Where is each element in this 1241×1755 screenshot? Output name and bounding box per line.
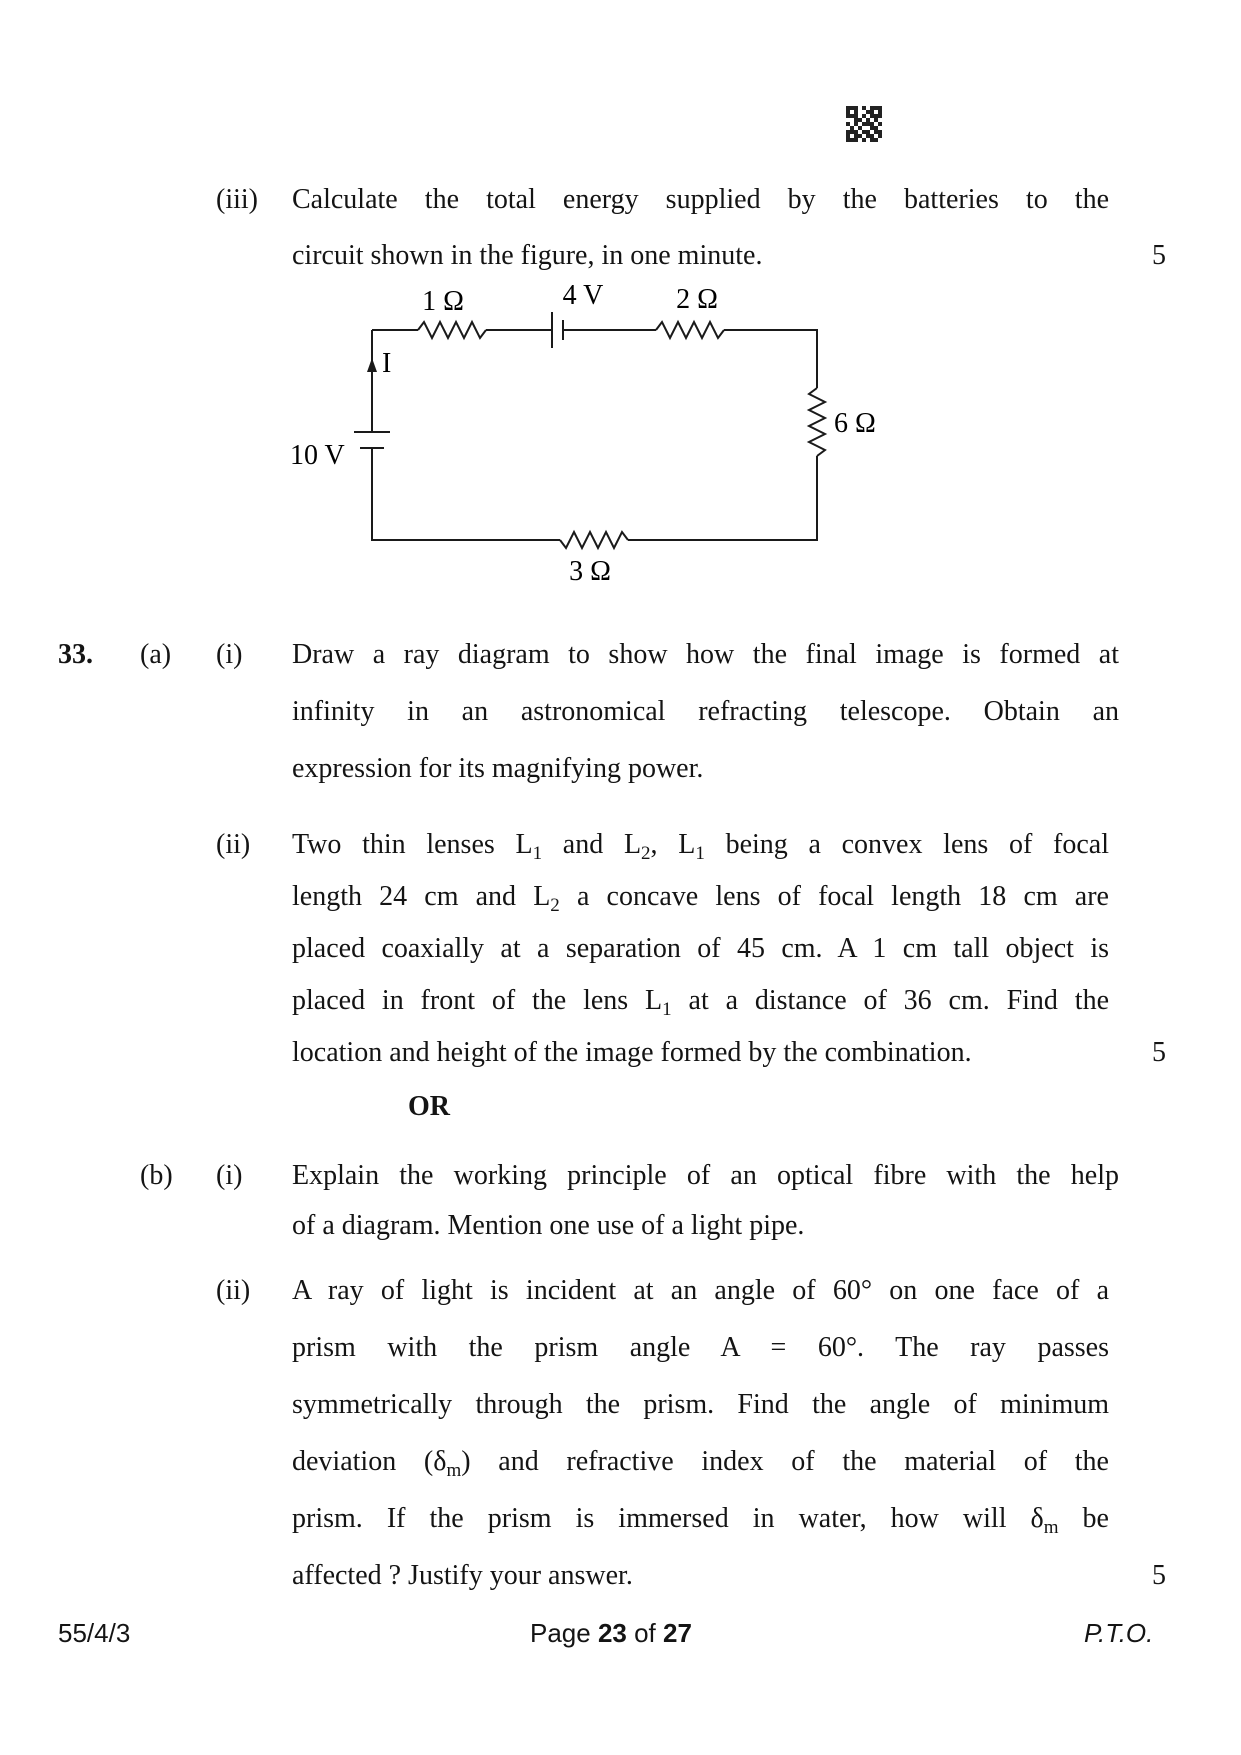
resistor-3-label: 3 Ω [569, 556, 611, 587]
question-text-line: symmetrically through the prism. Find the angle of minimum [292, 1389, 1109, 1420]
resistor-3-ohm [560, 532, 628, 548]
question-text-line: Draw a ray diagram to show how the final image is formed at [292, 639, 1119, 670]
question-text-line: expression for its magnifying power. [292, 753, 704, 784]
question-text-line: infinity in an astronomical refracting telescope. Obtain an [292, 696, 1119, 727]
question-text-line: Explain the working principle of an optical fibre with the help [292, 1160, 1119, 1191]
question-text-line: placed coaxially at a separation of 45 cm. A 1 cm tall object is [292, 933, 1109, 964]
question-text-line: Two thin lenses $L_1$ and $L_2$, $L_1$ being a convex lens of focal [292, 829, 1109, 864]
sub-question-label: (ii) [216, 1275, 251, 1306]
resistor-2-label: 2 Ω [676, 284, 718, 315]
or-separator: OR [408, 1091, 450, 1122]
current-arrow-icon [367, 358, 377, 372]
part-label: (b) [140, 1160, 173, 1191]
page-number: Page 23 of 27 [530, 1618, 692, 1648]
question-text-line: A ray of light is incident at an angle of 60° on one face of a [292, 1275, 1109, 1306]
sub-question-label: (i) [216, 639, 243, 670]
resistor-1-ohm [418, 322, 486, 338]
question-text-line: of a diagram. Mention one use of a light pipe. [292, 1210, 805, 1241]
sub-question-label: (ii) [216, 829, 251, 860]
cell-4v-label: 4 V [562, 280, 604, 311]
sub-question-label: (iii) [216, 184, 258, 215]
sub-question-label: (i) [216, 1160, 243, 1191]
question-text-line: deviation $(\delta_m)$ and refractive index of the material of the [292, 1446, 1109, 1481]
resistor-6-ohm [809, 388, 825, 456]
resistor-6-label: 6 Ω [834, 408, 876, 439]
question-text-line: length 24 cm and $L_2$ a concave lens of focal length 18 cm are [292, 881, 1109, 916]
marks: 5 [1152, 240, 1166, 271]
resistor-2-ohm [656, 322, 724, 338]
cell-10v-label: 10 V [290, 440, 345, 471]
marks: 5 [1152, 1037, 1166, 1068]
marks: 5 [1152, 1560, 1166, 1591]
question-text-line: affected ? Justify your answer. [292, 1560, 633, 1591]
question-text-line: Calculate the total energy supplied by the batteries to the [292, 184, 1109, 215]
paper-code: 55/4/3 [58, 1618, 131, 1648]
question-text-line: circuit shown in the figure, in one minute. [292, 240, 763, 271]
pto-label: P.T.O. [1084, 1618, 1154, 1648]
question-text-line: prism. If the prism is immersed in water, how will $\delta_m$ be [292, 1503, 1109, 1538]
current-label: I [382, 348, 392, 379]
part-label: (a) [140, 639, 172, 670]
question-text-line: prism with the prism angle A = 60°. The ray passes [292, 1332, 1109, 1363]
circuit-diagram [0, 0, 1241, 620]
question-text-line: location and height of the image formed by the combination. [292, 1037, 972, 1068]
resistor-1-label: 1 Ω [422, 286, 464, 317]
question-number: 33. [58, 639, 93, 670]
question-text-line: placed in front of the lens $L_1$ at a distance of 36 cm. Find the [292, 985, 1110, 1020]
